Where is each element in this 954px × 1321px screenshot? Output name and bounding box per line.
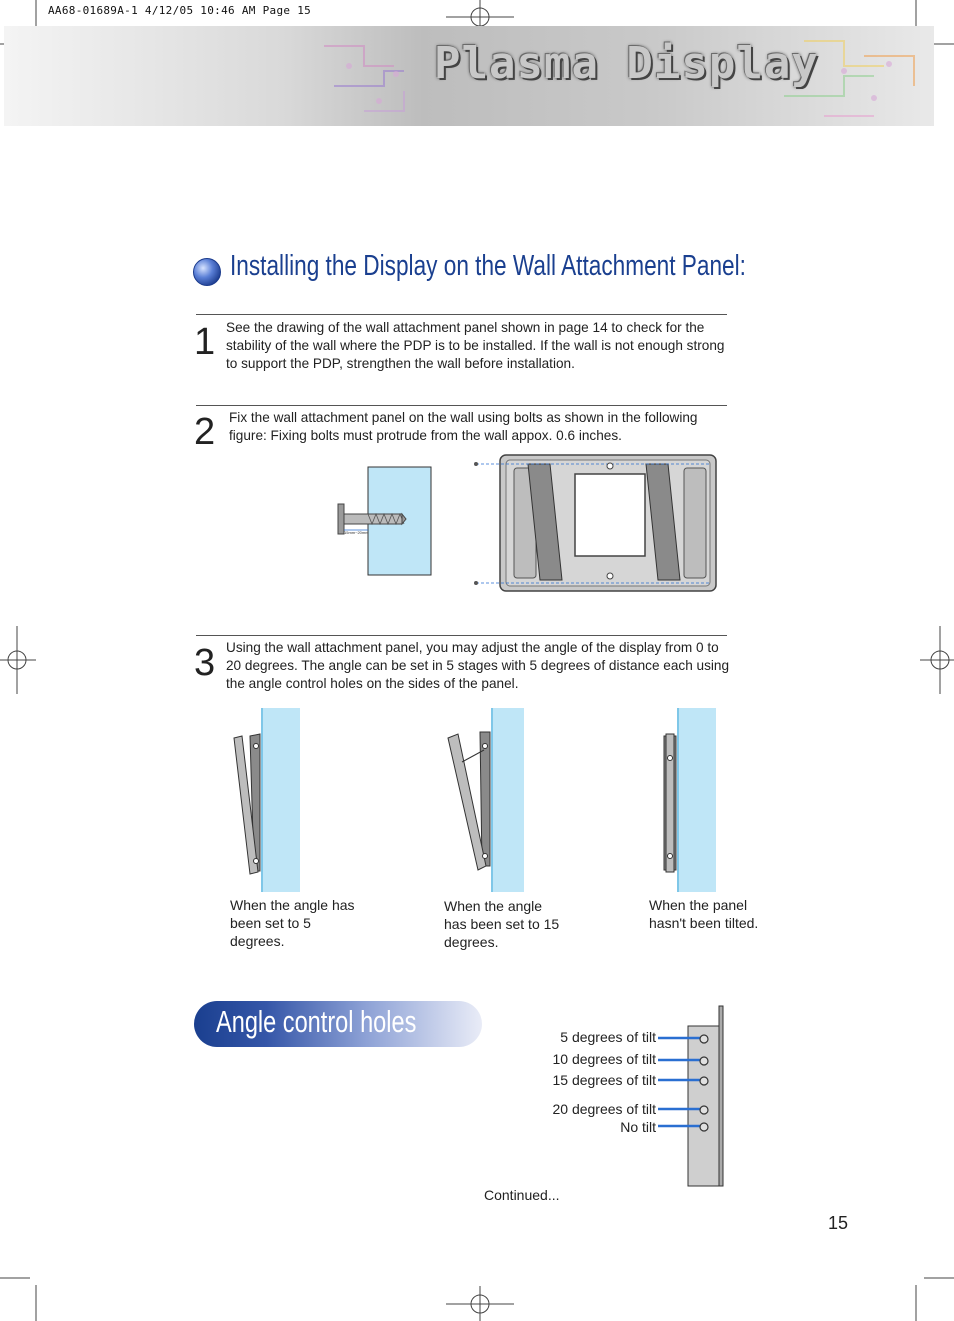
tilt-label-15: 15 degrees of tilt xyxy=(552,1072,656,1088)
step-1-rule xyxy=(196,314,727,315)
caption-no-tilt: When the panel hasn't been tilted. xyxy=(649,897,759,931)
tilt-5-degrees-figure xyxy=(230,706,310,896)
step-3-rule xyxy=(196,635,727,636)
tilt-label-none: No tilt xyxy=(620,1119,656,1135)
bolt-wall-figure xyxy=(334,466,434,578)
section-bullet-icon xyxy=(193,258,221,286)
no-tilt-figure xyxy=(662,706,722,896)
tilt-label-20: 20 degrees of tilt xyxy=(552,1101,656,1117)
step-3-text: Using the wall attachment panel, you may adjust the angle of the display from 0 to 20 degrees. The angle can be set in 5 stages with 5 degrees of distance each using the angle control holes on the sides of the panel. xyxy=(226,640,730,691)
step-1-number: 1 xyxy=(194,321,216,363)
tilt-15-degrees-figure xyxy=(444,706,528,896)
step-2-text: Fix the wall attachment panel on the wall using bolts as shown in the following figure: Fixing bolts must protrude from the wall appox. 0.6 inches. xyxy=(229,410,698,443)
angle-holes-figure xyxy=(656,1004,728,1190)
step-2-rule xyxy=(196,405,727,406)
angle-section-title: Angle control holes xyxy=(216,1004,417,1039)
step-2-number: 2 xyxy=(194,411,216,453)
tilt-label-5: 5 degrees of tilt xyxy=(560,1029,656,1045)
tilt-label-10: 10 degrees of tilt xyxy=(552,1051,656,1067)
step-3-number: 3 xyxy=(194,642,216,684)
bolt-protrusion-label: 15mm~20mm xyxy=(344,530,369,535)
page-number: 15 xyxy=(828,1213,849,1233)
caption-5-degrees: When the angle has been set to 5 degrees. xyxy=(230,897,355,949)
wall-attachment-panel-figure xyxy=(470,452,720,594)
continued-note: Continued... xyxy=(484,1187,560,1203)
step-1-text: See the drawing of the wall attachment panel shown in page 14 to check for the stability of the wall where the PDP is to be installed. If the wall is not enough strong to support the PDP, strengthen the wall before installation. xyxy=(226,320,725,371)
banner-title: Plasma Display xyxy=(434,38,819,89)
section-title: Installing the Display on the Wall Attachment Panel: xyxy=(230,250,746,282)
print-header: AA68-01689A-1 4/12/05 10:46 AM Page 15 xyxy=(48,4,312,17)
caption-15-degrees: When the angle has been set to 15 degrees. xyxy=(444,898,560,950)
